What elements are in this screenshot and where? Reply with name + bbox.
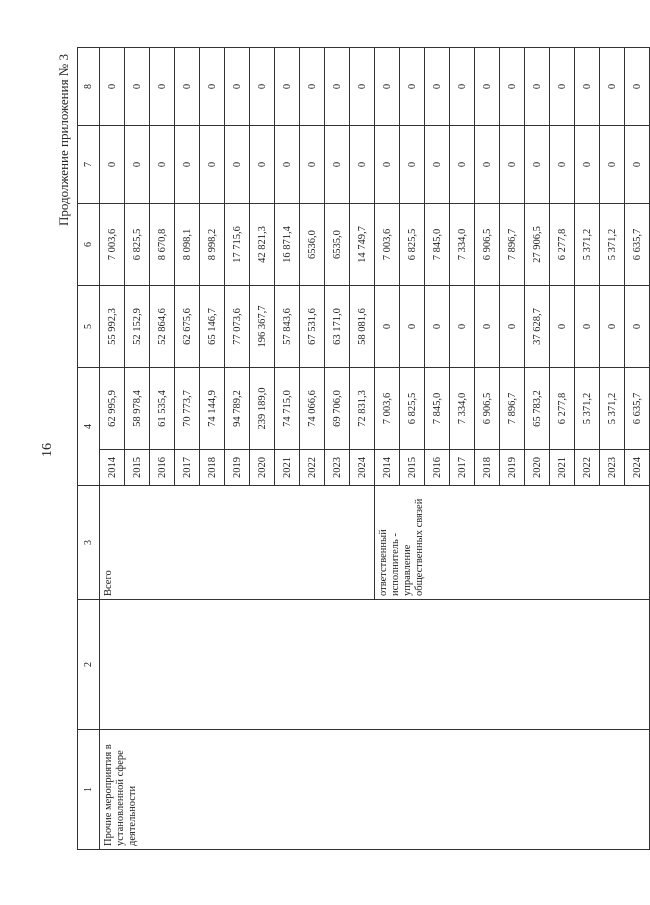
- value-col4-cell: 6 277,8: [550, 368, 575, 450]
- value-col8-cell: 0: [600, 48, 625, 126]
- value-col5-cell: 52 864,6: [150, 286, 175, 368]
- year-cell: 2019: [500, 450, 525, 486]
- year-cell: 2016: [425, 450, 450, 486]
- value-col6-cell: 8 098,1: [175, 204, 200, 286]
- value-col7-cell: 0: [225, 126, 250, 204]
- budget-table: [77, 47, 650, 850]
- value-col5-cell: 0: [425, 286, 450, 368]
- value-col7-cell: 0: [475, 126, 500, 204]
- value-col6-cell: 7 003,6: [375, 204, 400, 286]
- year-cell: 2023: [600, 450, 625, 486]
- value-col8-cell: 0: [300, 48, 325, 126]
- value-col8-cell: 0: [175, 48, 200, 126]
- program-cell: [100, 600, 650, 730]
- page-number: 16: [40, 443, 55, 457]
- value-col6-cell: 7 845,0: [425, 204, 450, 286]
- value-col5-cell: 62 675,6: [175, 286, 200, 368]
- value-col6-cell: 27 906,5: [525, 204, 550, 286]
- value-col7-cell: 0: [325, 126, 350, 204]
- year-cell: 2018: [475, 450, 500, 486]
- col-header-8: 8: [78, 48, 100, 126]
- value-col6-cell: 8 670,8: [150, 204, 175, 286]
- value-col4-cell: 7 003,6: [375, 368, 400, 450]
- value-col6-cell: 14 749,7: [350, 204, 375, 286]
- value-col6-cell: 8 998,2: [200, 204, 225, 286]
- year-cell: 2020: [250, 450, 275, 486]
- value-col5-cell: 0: [375, 286, 400, 368]
- value-col7-cell: 0: [525, 126, 550, 204]
- col-header-1: 1: [78, 730, 100, 850]
- value-col4-cell: 239 189,0: [250, 368, 275, 450]
- value-col5-cell: 0: [600, 286, 625, 368]
- year-cell: 2024: [625, 450, 650, 486]
- value-col4-cell: 7 896,7: [500, 368, 525, 450]
- col-header-3: 3: [78, 486, 100, 600]
- year-cell: 2015: [400, 450, 425, 486]
- value-col4-cell: 94 789,2: [225, 368, 250, 450]
- value-col4-cell: 7 845,0: [425, 368, 450, 450]
- value-col7-cell: 0: [250, 126, 275, 204]
- year-cell: 2017: [175, 450, 200, 486]
- value-col5-cell: 0: [400, 286, 425, 368]
- value-col7-cell: 0: [600, 126, 625, 204]
- year-cell: 2022: [575, 450, 600, 486]
- value-col8-cell: 0: [550, 48, 575, 126]
- appendix-header: Продолжение приложения № 3: [56, 54, 71, 226]
- value-col8-cell: 0: [225, 48, 250, 126]
- value-col5-cell: 0: [575, 286, 600, 368]
- year-cell: 2014: [100, 450, 125, 486]
- value-col4-cell: 5 371,2: [600, 368, 625, 450]
- value-col5-cell: 52 152,9: [125, 286, 150, 368]
- value-col6-cell: 6 906,5: [475, 204, 500, 286]
- col-header-4: 4: [78, 368, 100, 486]
- col-header-5: 5: [78, 286, 100, 368]
- value-col7-cell: 0: [300, 126, 325, 204]
- value-col8-cell: 0: [325, 48, 350, 126]
- year-cell: 2017: [450, 450, 475, 486]
- value-col8-cell: 0: [250, 48, 275, 126]
- year-cell: 2021: [550, 450, 575, 486]
- value-col5-cell: 0: [450, 286, 475, 368]
- value-col4-cell: 74 715,0: [275, 368, 300, 450]
- value-col7-cell: 0: [575, 126, 600, 204]
- value-col7-cell: 0: [200, 126, 225, 204]
- value-col8-cell: 0: [625, 48, 650, 126]
- year-cell: 2021: [275, 450, 300, 486]
- value-col5-cell: 0: [500, 286, 525, 368]
- value-col7-cell: 0: [125, 126, 150, 204]
- value-col5-cell: 63 171,0: [325, 286, 350, 368]
- year-cell: 2022: [300, 450, 325, 486]
- value-col5-cell: 57 843,6: [275, 286, 300, 368]
- value-col8-cell: 0: [400, 48, 425, 126]
- year-cell: 2014: [375, 450, 400, 486]
- value-col8-cell: 0: [125, 48, 150, 126]
- col-header-6: 6: [78, 204, 100, 286]
- table-row: [100, 48, 125, 850]
- value-col5-cell: 77 073,6: [225, 286, 250, 368]
- value-col6-cell: 6 825,5: [400, 204, 425, 286]
- value-col8-cell: 0: [425, 48, 450, 126]
- value-col8-cell: 0: [100, 48, 125, 126]
- header-row: [78, 48, 100, 850]
- value-col6-cell: 6 825,5: [125, 204, 150, 286]
- value-col8-cell: 0: [275, 48, 300, 126]
- exec-label-cell: ответственный исполнитель - управление общественных связей: [375, 486, 650, 600]
- value-col7-cell: 0: [375, 126, 400, 204]
- value-col8-cell: 0: [575, 48, 600, 126]
- value-col6-cell: 5 371,2: [575, 204, 600, 286]
- value-col8-cell: 0: [375, 48, 400, 126]
- value-col5-cell: 0: [550, 286, 575, 368]
- value-col8-cell: 0: [525, 48, 550, 126]
- year-cell: 2018: [200, 450, 225, 486]
- value-col8-cell: 0: [200, 48, 225, 126]
- value-col6-cell: 6535,0: [325, 204, 350, 286]
- value-col6-cell: 6 635,7: [625, 204, 650, 286]
- value-col8-cell: 0: [475, 48, 500, 126]
- value-col5-cell: 58 081,6: [350, 286, 375, 368]
- value-col6-cell: 5 371,2: [600, 204, 625, 286]
- value-col4-cell: 6 635,7: [625, 368, 650, 450]
- value-col6-cell: 7 334,0: [450, 204, 475, 286]
- value-col8-cell: 0: [150, 48, 175, 126]
- value-col5-cell: 0: [475, 286, 500, 368]
- value-col5-cell: 55 992,3: [100, 286, 125, 368]
- value-col6-cell: 16 871,4: [275, 204, 300, 286]
- value-col7-cell: 0: [625, 126, 650, 204]
- col-header-2: 2: [78, 600, 100, 730]
- value-col7-cell: 0: [425, 126, 450, 204]
- value-col4-cell: 58 978,4: [125, 368, 150, 450]
- value-col4-cell: 62 995,9: [100, 368, 125, 450]
- value-col7-cell: 0: [450, 126, 475, 204]
- value-col8-cell: 0: [450, 48, 475, 126]
- value-col7-cell: 0: [400, 126, 425, 204]
- value-col7-cell: 0: [275, 126, 300, 204]
- value-col7-cell: 0: [500, 126, 525, 204]
- value-col4-cell: 74 066,6: [300, 368, 325, 450]
- value-col8-cell: 0: [500, 48, 525, 126]
- value-col4-cell: 72 831,3: [350, 368, 375, 450]
- value-col7-cell: 0: [550, 126, 575, 204]
- year-cell: 2019: [225, 450, 250, 486]
- rotated-table-wrapper: [77, 48, 643, 850]
- value-col4-cell: 69 706,0: [325, 368, 350, 450]
- table-body: [78, 48, 650, 850]
- value-col4-cell: 74 144,9: [200, 368, 225, 450]
- value-col5-cell: 0: [625, 286, 650, 368]
- value-col6-cell: 7 003,6: [100, 204, 125, 286]
- year-cell: 2024: [350, 450, 375, 486]
- value-col7-cell: 0: [150, 126, 175, 204]
- col-header-7: 7: [78, 126, 100, 204]
- value-col5-cell: 65 146,7: [200, 286, 225, 368]
- value-col6-cell: 42 821,3: [250, 204, 275, 286]
- value-col5-cell: 196 367,7: [250, 286, 275, 368]
- year-cell: 2023: [325, 450, 350, 486]
- value-col6-cell: 17 715,6: [225, 204, 250, 286]
- value-col7-cell: 0: [100, 126, 125, 204]
- value-col6-cell: 6536,0: [300, 204, 325, 286]
- value-col8-cell: 0: [350, 48, 375, 126]
- activity-name-cell: Прочие мероприятия в установленной сфере деятельности: [100, 730, 650, 850]
- year-cell: 2020: [525, 450, 550, 486]
- value-col4-cell: 7 334,0: [450, 368, 475, 450]
- value-col7-cell: 0: [175, 126, 200, 204]
- year-cell: 2015: [125, 450, 150, 486]
- value-col7-cell: 0: [350, 126, 375, 204]
- value-col4-cell: 65 783,2: [525, 368, 550, 450]
- total-label-cell: Всего: [100, 486, 375, 600]
- value-col4-cell: 6 906,5: [475, 368, 500, 450]
- year-cell: 2016: [150, 450, 175, 486]
- value-col4-cell: 70 773,7: [175, 368, 200, 450]
- value-col4-cell: 5 371,2: [575, 368, 600, 450]
- value-col5-cell: 37 628,7: [525, 286, 550, 368]
- value-col4-cell: 6 825,5: [400, 368, 425, 450]
- value-col6-cell: 7 896,7: [500, 204, 525, 286]
- value-col4-cell: 61 535,4: [150, 368, 175, 450]
- value-col5-cell: 67 531,6: [300, 286, 325, 368]
- value-col6-cell: 6 277,8: [550, 204, 575, 286]
